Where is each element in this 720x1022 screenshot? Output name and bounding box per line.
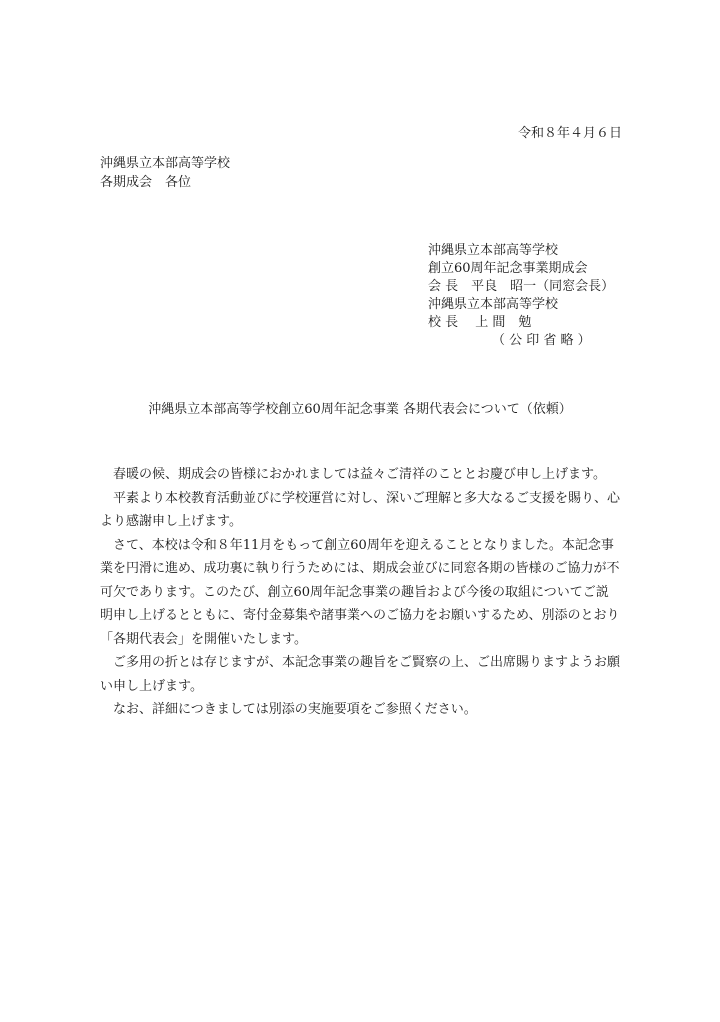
letter-date: 令和８年４月６日 bbox=[517, 126, 622, 141]
sender-block bbox=[428, 242, 614, 350]
addressee-recipients: 各期成会 各位 bbox=[100, 175, 192, 190]
body-paragraph: 平素より本校教育活動並びに学校運営に対し、深いご理解と多大なるご支援を賜り、心より感謝申し上げます。 bbox=[100, 490, 621, 529]
sender-school: 沖縄県立本部高等学校 bbox=[428, 243, 559, 258]
sender-chairman: 会 長 平良 昭一（同窓会長） bbox=[428, 279, 615, 294]
sender-committee: 創立60周年記念事業期成会 bbox=[428, 261, 588, 276]
addressee-school: 沖縄県立本部高等学校 bbox=[100, 156, 231, 171]
letter-subject: 沖縄県立本部高等学校創立60周年記念事業 各期代表会について（依頼） bbox=[148, 402, 572, 417]
letter-body bbox=[100, 463, 620, 722]
sender-principal: 校 長 上 間 勉 bbox=[428, 315, 532, 330]
addressee-block bbox=[100, 154, 230, 192]
body-paragraph: なお、詳細につきましては別添の実施要項をご参照ください。 bbox=[113, 702, 477, 717]
seal-omitted-note: （ 公 印 省 略 ） bbox=[492, 333, 591, 348]
sender-school-2: 沖縄県立本部高等学校 bbox=[428, 297, 559, 312]
body-paragraph: ご多用の折とは存じますが、本記念事業の趣旨をご賢察の上、ご出席賜りますようお願い申し上げます。 bbox=[100, 655, 621, 694]
body-paragraph: さて、本校は令和８年11月をもって創立60周年を迎えることとなりました。本記念事業を円滑に進め、成功裏に執り行うためには、期成会並びに同窓各期の皆様のご協力が不可欠であります。このたび、創立60周年記念事業の趣旨および今後の取組についてご説明申し上げるとともに、寄付金募集や諸事業へのご協力をお願いするため、別添のとおり「各期代表会」を開催いたします。 bbox=[100, 537, 620, 647]
body-paragraph: 春暖の候、期成会の皆様におかれましては益々ご清祥のこととお慶び申し上げます。 bbox=[113, 467, 606, 482]
